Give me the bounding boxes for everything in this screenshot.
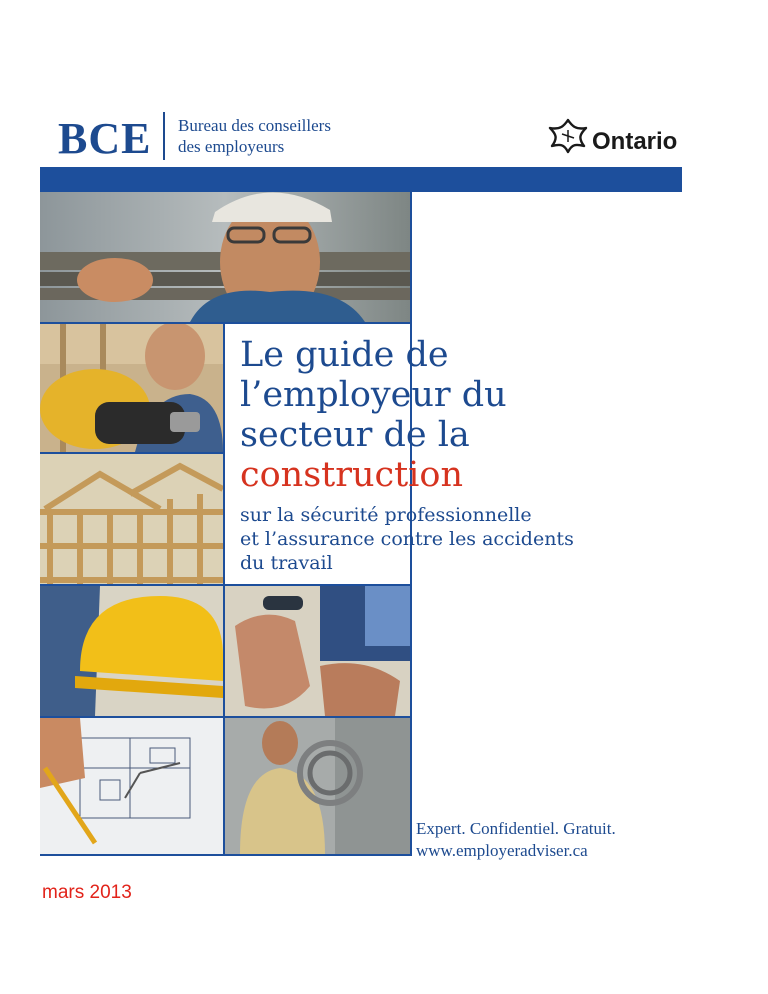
photo-worker-drill [40,324,223,452]
photo-hardhat-blueprints [40,586,223,716]
title-line: secteur de la [240,415,470,455]
organization-name [178,115,331,157]
subtitle-line: et l’assurance contre les accidents [240,528,574,550]
trillium-icon [546,116,592,156]
logo-divider [163,112,165,160]
slogan: Expert. Confidentiel. Gratuit. [416,819,616,838]
document-title [240,335,660,495]
grid-divider [40,322,410,324]
photo-blueprint-compass [40,718,223,854]
subtitle-line: du travail [240,552,333,574]
ontario-wordmark: Ontario [592,128,678,155]
grid-divider [40,452,223,454]
photo-wood-framing [40,454,223,584]
grid-divider [40,584,410,586]
title-line: l’employeur du [240,375,507,415]
website-url: www.employeradviser.ca [416,841,588,860]
grid-divider [40,854,410,856]
organization-name-line2: des employeurs [178,137,285,156]
publication-date: mars 2013 [42,882,132,903]
document-subtitle [240,503,680,575]
title-line: Le guide de [240,335,449,375]
grid-divider [223,584,225,854]
grid-divider [40,716,410,718]
photo-hands-on-plans [225,586,410,716]
photo-worker-cable [225,718,410,854]
header-blue-bar [40,167,682,192]
photo-worker-hardhat-pipes [40,192,410,322]
ontario-logo [546,116,678,156]
bce-logo: BCE [58,114,152,163]
title-highlight: construction [240,455,463,495]
organization-name-line1: Bureau des conseillers [178,116,331,135]
subtitle-line: sur la sécurité professionnelle [240,504,532,526]
tagline [416,818,616,862]
